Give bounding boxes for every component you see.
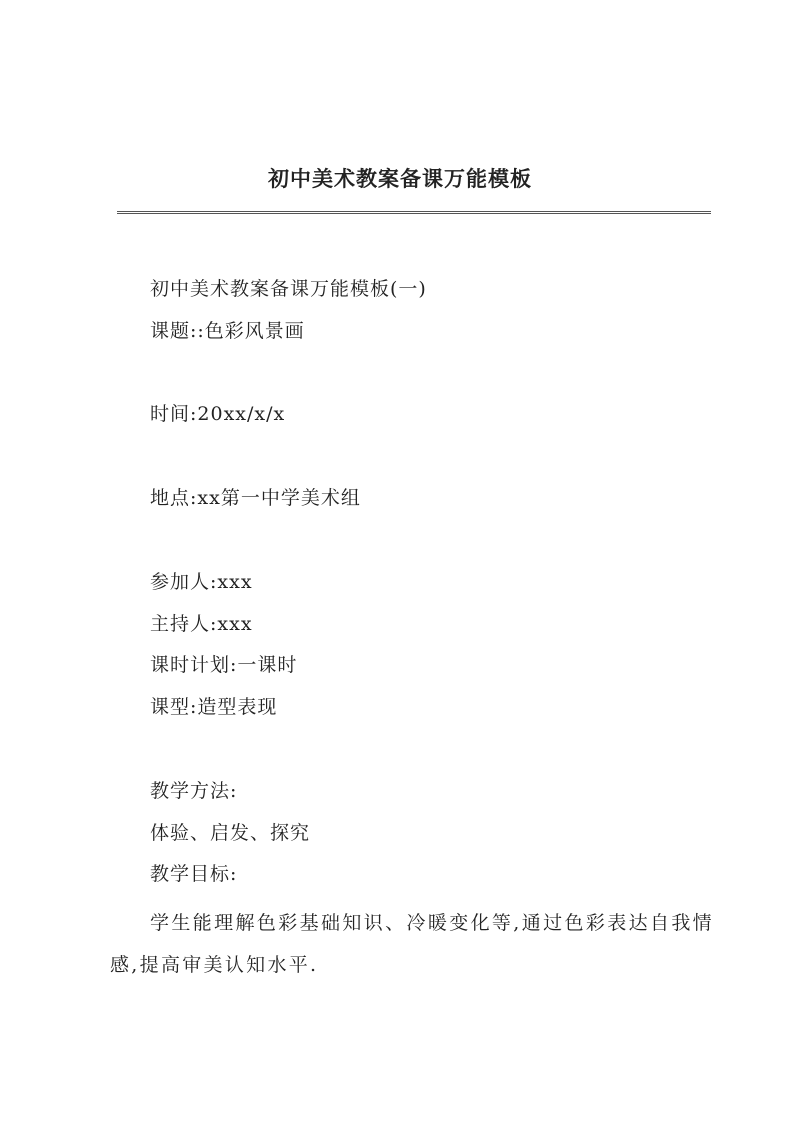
page-title: 初中美术教案备课万能模板 [268,166,532,191]
lesson-time: 时间:20xx/x/x [150,403,286,425]
lesson-location: 地点:xx第一中学美术组 [150,487,361,509]
teaching-method-text: 体验、启发、探究 [150,822,311,844]
lesson-topic: 课题::色彩风景画 [150,320,305,342]
title-divider [117,211,711,214]
section-heading: 初中美术教案备课万能模板(一) [150,278,427,300]
participants: 参加人:xxx [150,571,253,593]
class-hour-plan: 课时计划:一课时 [150,654,298,676]
teaching-method-heading: 教学方法: [150,780,238,802]
teaching-objective-heading: 教学目标: [150,863,238,885]
teaching-objective-paragraph: 学生能理解色彩基础知识、冷暖变化等,通过色彩表达自我情感,提高审美认知水平. [110,912,714,976]
host: 主持人:xxx [150,613,253,635]
lesson-type: 课型:造型表现 [150,696,278,718]
